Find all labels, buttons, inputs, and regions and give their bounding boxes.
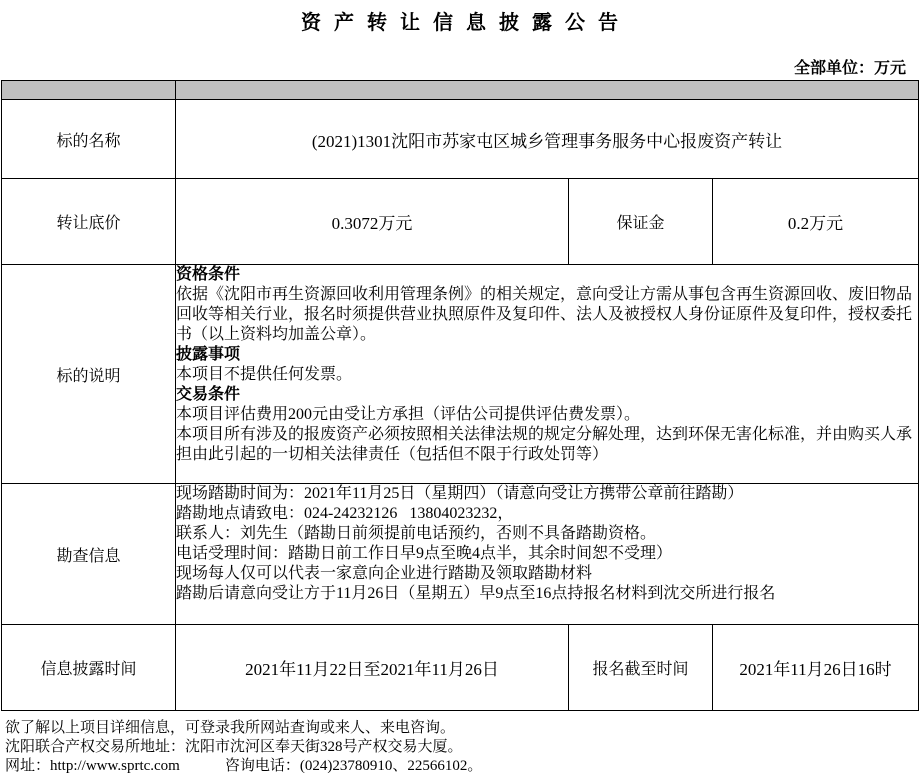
footer-line-2: 沈阳联合产权交易所地址：沈阳市沈河区奉天街328号产权交易大厦。 [5,739,463,755]
footer-line-1: 欲了解以上项目详细信息，可登录我所网站查询或来人、来电咨询。 [5,720,456,736]
trade-conditions-text-1: 本项目评估费用200元由受让方承担（评估公司提供评估费发票）。 [176,406,641,423]
price-row [2,179,919,265]
survey-line-4: 电话受理时间：踏勘日前工作日早9点至晚4点半，其余时间恕不受理） [176,545,673,562]
disclosure-matters-text: 本项目不提供任何发票。 [176,366,353,383]
subject-name-label: 标的名称 [2,100,176,179]
subject-name-row [2,100,919,179]
description-cell [176,265,919,484]
disclosure-period-value: 2021年11月22日至2021年11月26日 [176,625,569,711]
trade-conditions-text-2: 本项目所有涉及的报废资产必须按照相关法律法规的规定分解处理，达到环保无害化标准，并由购买人承担由此引起的一切相关法律责任（包括但不限于行政处罚等） [176,426,913,463]
dates-row [2,625,919,711]
survey-line-1: 现场踏勘时间为：2021年11月25日（星期四）（请意向受让方携带公章前往踏勘） [176,485,744,502]
unit-note: 全部单位：万元 [793,60,906,77]
qualification-heading: 资格条件 [176,266,241,283]
disclosure-matters-heading: 披露事项 [176,346,241,363]
disclosure-table [1,80,919,711]
survey-line-6: 踏勘后请意向受让方于11月26日（星期五）早9点至16点持报名材料到沈交所进行报名 [176,585,776,602]
base-price-label: 转让底价 [2,179,176,265]
footer [0,719,919,776]
header-cell-right [176,81,919,100]
survey-line-2: 踏勘地点请致电：024-24232126 13804023232， [176,505,514,522]
registration-deadline-label: 报名截至时间 [569,625,713,711]
registration-deadline-value: 2021年11月26日16时 [713,625,919,711]
description-label: 标的说明 [2,265,176,484]
trade-conditions-heading: 交易条件 [176,386,241,403]
page-title: 资产转让信息披露公告 [301,12,631,34]
survey-line-5: 现场每人仅可以代表一家意向企业进行踏勘及领取踏勘材料 [176,565,593,582]
subject-name-value: (2021)1301沈阳市苏家屯区城乡管理事务服务中心报废资产转让 [176,100,919,179]
disclosure-period-label: 信息披露时间 [2,625,176,711]
survey-label: 勘查信息 [2,484,176,625]
footer-line-3: 网址：http://www.sprtc.com 咨询电话：(024)23780910、22566102。 [5,758,483,774]
table-header-row [2,81,919,100]
description-row [2,265,919,484]
survey-row [2,484,919,625]
header-cell-left [2,81,176,100]
survey-cell [176,484,919,625]
deposit-value: 0.2万元 [713,179,919,265]
qualification-text: 依据《沈阳市再生资源回收利用管理条例》的相关规定，意向受让方需从事包含再生资源回收、废旧物品回收等相关行业，报名时须提供营业执照原件及复印件、法人及被授权人身份证原件及复印件，授权委托书（以上资料均加盖公章）。 [176,286,913,343]
survey-line-3: 联系人：刘先生（踏勘日前须提前电话预约，否则不具备踏勘资格。 [176,525,657,542]
deposit-label: 保证金 [569,179,713,265]
base-price-value: 0.3072万元 [176,179,569,265]
